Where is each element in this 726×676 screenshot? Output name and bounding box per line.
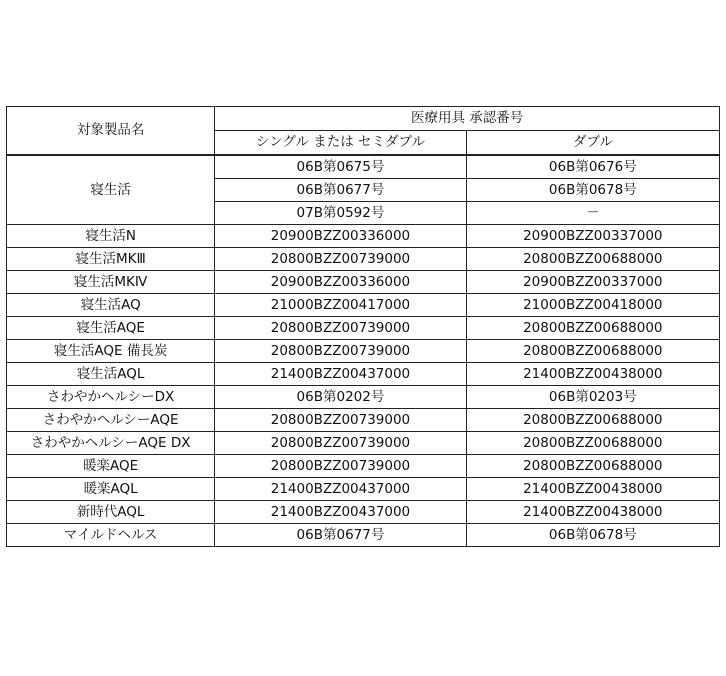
- single-number-cell: 06B第0677号: [215, 524, 466, 547]
- single-number-cell: 21400BZZ00437000: [215, 501, 466, 524]
- double-number-cell: 06B第0678号: [466, 524, 719, 547]
- table-row: [7, 409, 720, 432]
- table-row: [7, 248, 720, 271]
- double-number-cell: 20800BZZ00688000: [466, 340, 719, 363]
- table-row: [7, 386, 720, 409]
- table-row: [7, 455, 720, 478]
- single-number-cell: 06B第0675号: [215, 155, 466, 179]
- product-name-cell: 寝生活AQE 備長炭: [7, 340, 215, 363]
- double-number-cell: －: [466, 202, 719, 225]
- product-name-cell: 暖楽AQE: [7, 455, 215, 478]
- header-product-name: 対象製品名: [7, 107, 215, 156]
- product-name-cell: マイルドヘルス: [7, 524, 215, 547]
- product-name-cell: さわやかヘルシーDX: [7, 386, 215, 409]
- double-number-cell: 21400BZZ00438000: [466, 363, 719, 386]
- table-row: [7, 271, 720, 294]
- single-number-cell: 20800BZZ00739000: [215, 409, 466, 432]
- product-name-cell: 暖楽AQL: [7, 478, 215, 501]
- approval-number-table: [6, 106, 720, 547]
- double-number-cell: 06B第0203号: [466, 386, 719, 409]
- product-name-cell: 寝生活MKⅢ: [7, 248, 215, 271]
- single-number-cell: 20800BZZ00739000: [215, 317, 466, 340]
- single-number-cell: 20800BZZ00739000: [215, 340, 466, 363]
- table-row: [7, 501, 720, 524]
- single-number-cell: 21000BZZ00417000: [215, 294, 466, 317]
- single-number-cell: 20800BZZ00739000: [215, 455, 466, 478]
- single-number-cell: 06B第0202号: [215, 386, 466, 409]
- double-number-cell: 20800BZZ00688000: [466, 432, 719, 455]
- double-number-cell: 21000BZZ00418000: [466, 294, 719, 317]
- single-number-cell: 21400BZZ00437000: [215, 478, 466, 501]
- product-name-cell: 新時代AQL: [7, 501, 215, 524]
- table-row: [7, 478, 720, 501]
- product-name-cell: 寝生活MKⅣ: [7, 271, 215, 294]
- table-row: [7, 317, 720, 340]
- double-number-cell: 20800BZZ00688000: [466, 317, 719, 340]
- single-number-cell: 07B第0592号: [215, 202, 466, 225]
- table-row: [7, 363, 720, 386]
- single-number-cell: 21400BZZ00437000: [215, 363, 466, 386]
- header-approval-number: 医療用具 承認番号: [215, 107, 720, 131]
- table-row: [7, 225, 720, 248]
- double-number-cell: 20800BZZ00688000: [466, 248, 719, 271]
- double-number-cell: 21400BZZ00438000: [466, 501, 719, 524]
- double-number-cell: 06B第0676号: [466, 155, 719, 179]
- single-number-cell: 20900BZZ00336000: [215, 271, 466, 294]
- product-name-cell: 寝生活AQE: [7, 317, 215, 340]
- single-number-cell: 20800BZZ00739000: [215, 432, 466, 455]
- single-number-cell: 20800BZZ00739000: [215, 248, 466, 271]
- header-double: ダブル: [466, 131, 719, 156]
- table-row: [7, 432, 720, 455]
- single-number-cell: 06B第0677号: [215, 179, 466, 202]
- product-name-cell: 寝生活N: [7, 225, 215, 248]
- double-number-cell: 21400BZZ00438000: [466, 478, 719, 501]
- double-number-cell: 20800BZZ00688000: [466, 455, 719, 478]
- table-row: [7, 155, 720, 179]
- table-row: [7, 340, 720, 363]
- table-row: [7, 294, 720, 317]
- product-name-cell: 寝生活AQ: [7, 294, 215, 317]
- product-name-cell: 寝生活AQL: [7, 363, 215, 386]
- table-row: [7, 524, 720, 547]
- double-number-cell: 20900BZZ00337000: [466, 225, 719, 248]
- product-name-cell: さわやかヘルシーAQE: [7, 409, 215, 432]
- header-row-top: [7, 107, 720, 131]
- product-name-cell: 寝生活: [7, 155, 215, 225]
- header-single-semidouble: シングル または セミダブル: [215, 131, 466, 156]
- double-number-cell: 20800BZZ00688000: [466, 409, 719, 432]
- double-number-cell: 06B第0678号: [466, 179, 719, 202]
- double-number-cell: 20900BZZ00337000: [466, 271, 719, 294]
- approval-table-container: [6, 106, 720, 547]
- single-number-cell: 20900BZZ00336000: [215, 225, 466, 248]
- product-name-cell: さわやかヘルシーAQE DX: [7, 432, 215, 455]
